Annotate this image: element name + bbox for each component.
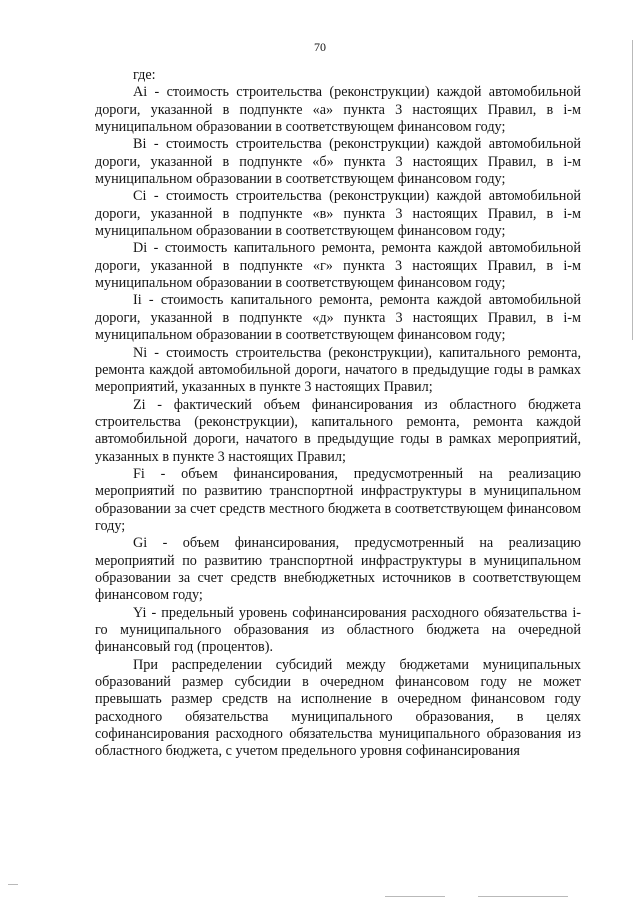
paragraph-di: Di - стоимость капитального ремонта, ремонта каждой автомобильной дороги, указанной в подпункте «г» пункта 3 настоящих Правил, в i-м муниципальном образовании в соответствующем финансовом году; bbox=[95, 240, 581, 292]
paragraph-ci: Ci - стоимость строительства (реконструкции) каждой автомобильной дороги, указанной в подпункте «в» пункта 3 настоящих Правил, в i-м муниципальном образовании в соответствующем финансовом году; bbox=[95, 188, 581, 240]
paragraph-ai: Ai - стоимость строительства (реконструкции) каждой автомобильной дороги, указанной в подпункте «а» пункта 3 настоящих Правил, в i-м муниципальном образовании в соответствующем финансовом году; bbox=[95, 84, 581, 136]
paragraph-yi: Yi - предельный уровень софинансирования расходного обязательства i-го муниципального образования из областного бюджета на очередной финансовый год (процентов). bbox=[95, 604, 581, 656]
document-body bbox=[95, 67, 581, 761]
paragraph-ni: Ni - стоимость строительства (реконструкции), капитального ремонта, ремонта каждой автомобильной дороги, начатого в предыдущие годы в рамках мероприятий, указанных в пункте 3 настоящих Правил; bbox=[95, 344, 581, 396]
paragraph-ii: Ii - стоимость капитального ремонта, ремонта каждой автомобильной дороги, указанной в подпункте «д» пункта 3 настоящих Правил, в i-м муниципальном образовании в соответствующем финансовом году; bbox=[95, 292, 581, 344]
page-number: 70 bbox=[314, 40, 326, 54]
scan-bottom-mark-left bbox=[8, 884, 18, 885]
paragraph-fi: Fi - объем финансирования, предусмотренный на реализацию мероприятий по развитию транспортной инфраструктуры в муниципальном образовании за счет средств местного бюджета в соответствующем финансовом году; bbox=[95, 465, 581, 534]
paragraph-bi: Bi - стоимость строительства (реконструкции) каждой автомобильной дороги, указанной в подпункте «б» пункта 3 настоящих Правил, в i-м муниципальном образовании в соответствующем финансовом году; bbox=[95, 136, 581, 188]
paragraph-gi: Gi - объем финансирования, предусмотренный на реализацию мероприятий по развитию транспортной инфраструктуры в муниципальном образовании за счет средств внебюджетных источников в соответствующем финансовом году; bbox=[95, 535, 581, 604]
paragraph-zi: Zi - фактический объем финансирования из областного бюджета строительства (реконструкции), капитального ремонта, ремонта каждой автомобильной дороги, начатого в предыдущие годы в рамках мероприятий, указанных в пункте 3 настоящих Правил; bbox=[95, 396, 581, 465]
scan-bottom-mark-right bbox=[478, 896, 568, 897]
paragraph-where: где: bbox=[133, 67, 156, 83]
paragraph-distribution: При распределении субсидий между бюджетами муниципальных образований размер субсидии в очередном финансовом году не может превышать размер средств на исполнение в очередном финансовом году расходного обязательства муниципального образования, в целях софинансирования расходного обязательства муниципального образования из областного бюджета, с учетом предельного уровня софинансирования bbox=[95, 656, 581, 760]
scan-edge-line bbox=[632, 40, 633, 340]
scan-bottom-mark-center bbox=[385, 896, 445, 897]
